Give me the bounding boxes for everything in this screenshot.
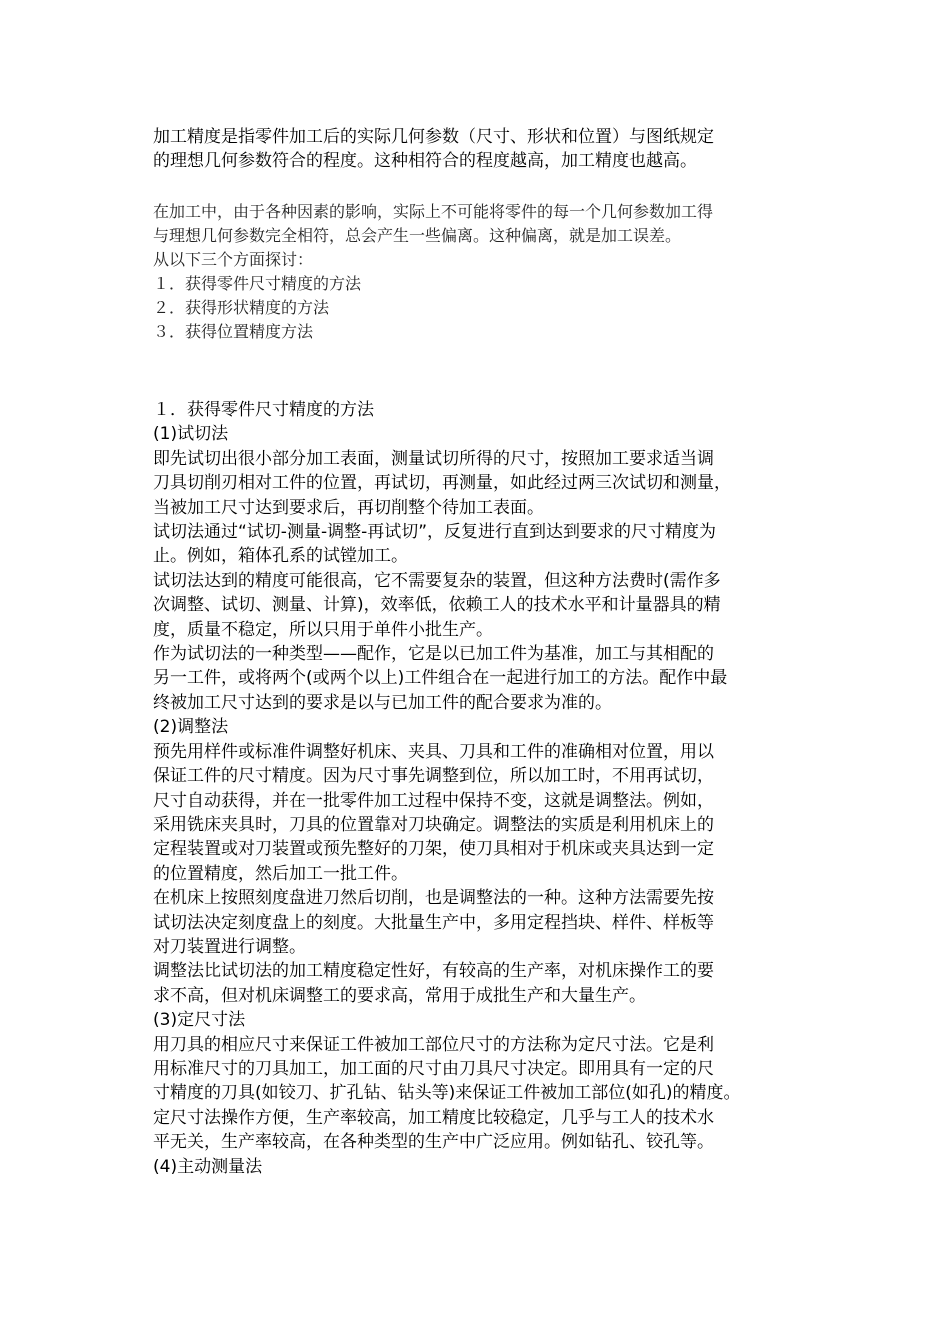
text-line: 与理想几何参数完全相符，总会产生一些偏离。这种偏离，就是加工误差。 [153,226,682,245]
text-line: 止。例如，箱体孔系的试镗加工。 [153,546,408,567]
text-line: 预先用样件或标准件调整好机床、夹具、刀具和工件的准确相对位置，用以 [153,741,714,762]
overview-section [153,200,803,344]
list-item: ２．获得形状精度的方法 [153,298,330,317]
text-line: 在加工中，由于各种因素的影响，实际上不可能将零件的每一个几何参数加工得 [153,202,714,221]
intro-paragraph [153,125,803,174]
text-line: 刀具切削刃相对工件的位置，再试切，再测量，如此经过两三次试切和测量， [153,473,731,494]
text-line: 度，质量不稳定，所以只用于单件小批生产。 [153,619,493,640]
list-item: １．获得零件尺寸精度的方法 [153,274,362,293]
text-line: 加工精度是指零件加工后的实际几何参数（尺寸、形状和位置）与图纸规定 [153,127,714,147]
subsection-heading: (4)主动测量法 [153,1156,263,1177]
text-line: 次调整、试切、测量、计算)，效率低，依赖工人的技术水平和计量器具的精 [153,595,721,616]
text-line: 另一工件，或将两个(或两个以上)工件组合在一起进行加工的方法。配作中最 [153,668,728,689]
text-line: 求不高，但对机床调整工的要求高，常用于成批生产和大量生产。 [153,985,646,1006]
text-line: 保证工件的尺寸精度。因为尺寸事先调整到位，所以加工时，不用再试切， [153,766,714,787]
list-item: ３．获得位置精度方法 [153,322,314,341]
subsection-heading: (1)试切法 [153,424,229,445]
text-line: 寸精度的刀具(如铰刀、扩孔钻、钻头等)来保证工件被加工部位(如孔)的精度。 [153,1083,741,1104]
text-line: 定程装置或对刀装置或预先整好的刀架，使刀具相对于机床或夹具达到一定 [153,839,714,860]
text-line: 从以下三个方面探讨： [153,250,314,269]
text-line: 用标准尺寸的刀具加工，加工面的尺寸由刀具尺寸决定。即用具有一定的尺 [153,1058,714,1079]
text-line: 终被加工尺寸达到的要求是以与已加工件的配合要求为准的。 [153,692,612,713]
text-line: 试切法决定刻度盘上的刻度。大批量生产中，多用定程挡块、样件、样板等 [153,912,714,933]
text-line: 试切法通过“试切-测量-调整-再试切”，反复进行直到达到要求的尺寸精度为 [153,522,717,543]
text-line: 尺寸自动获得，并在一批零件加工过程中保持不变，这就是调整法。例如， [153,790,714,811]
text-line: 的位置精度，然后加工一批工件。 [153,863,408,884]
text-line: 即先试切出很小部分加工表面，测量试切所得的尺寸，按照加工要求适当调 [153,448,714,469]
dimension-accuracy-section [153,398,803,1179]
text-line: 对刀装置进行调整。 [153,936,306,957]
text-line: 作为试切法的一种类型——配作，它是以已加工件为基准，加工与其相配的 [153,644,714,665]
text-line: 采用铣床夹具时，刀具的位置靠对刀块确定。调整法的实质是利用机床上的 [153,814,714,835]
section-heading: １．获得零件尺寸精度的方法 [153,400,374,420]
text-line: 的理想几何参数符合的程度。这种相符合的程度越高，加工精度也越高。 [153,151,697,172]
subsection-heading: (2)调整法 [153,717,229,738]
text-line: 当被加工尺寸达到要求后，再切削整个待加工表面。 [153,497,544,518]
text-line: 调整法比试切法的加工精度稳定性好，有较高的生产率，对机床操作工的要 [153,961,714,982]
text-line: 用刀具的相应尺寸来保证工件被加工部位尺寸的方法称为定尺寸法。它是利 [153,1034,714,1055]
text-line: 在机床上按照刻度盘进刀然后切削，也是调整法的一种。这种方法需要先按 [153,888,714,909]
text-line: 定尺寸法操作方便，生产率较高，加工精度比较稳定，几乎与工人的技术水 [153,1107,714,1128]
text-line: 平无关，生产率较高，在各种类型的生产中广泛应用。例如钻孔、铰孔等。 [153,1132,714,1153]
text-line: 试切法达到的精度可能很高，它不需要复杂的装置，但这种方法费时(需作多 [153,570,721,591]
subsection-heading: (3)定尺寸法 [153,1010,246,1031]
